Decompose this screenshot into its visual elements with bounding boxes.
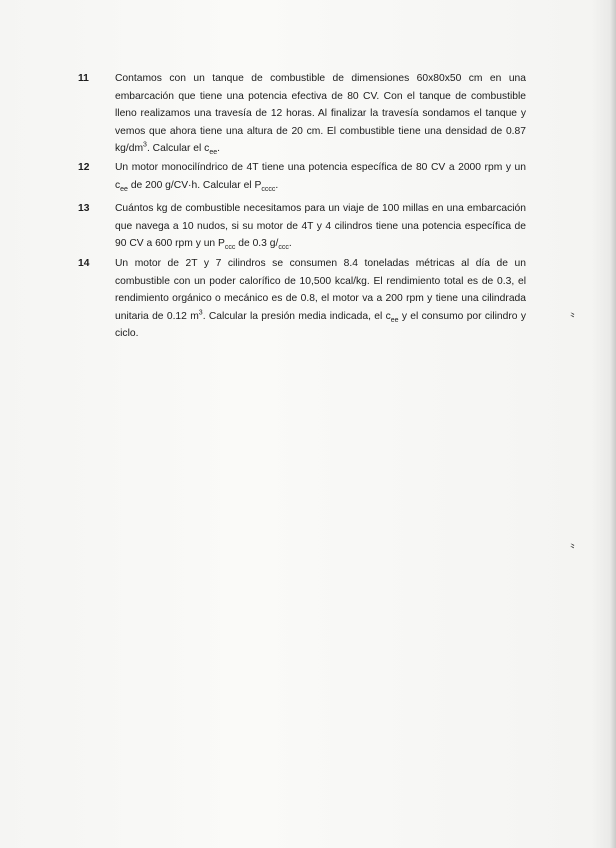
binder-hole-mark-top: 〟 [570, 305, 583, 319]
problem-text: Un motor monocilíndrico de 4T tiene una potencia específica de 80 CV a 2000 rpm y un $c_{ee}$ de 200 g/CV·h. Calcular el $P_{cccc}$. [115, 162, 526, 193]
problem-13 [78, 200, 526, 253]
page-edge-shadow [610, 0, 616, 848]
problem-number: 14 [78, 258, 90, 269]
problem-text: Cuántos kg de combustible necesitamos para un viaje de 100 millas en una embarcación que navega a 10 nudos, si su motor de 4T y 4 cilindros tiene una potencia específica de 90 CV a 600 rpm y un $P_{ccc}$ de 0.3 $g/_{ccc}$. [115, 203, 526, 252]
problem-text: Contamos con un tanque de combustible de dimensiones 60x80x50 cm en una embarcación que tiene una potencia efectiva de 80 CV. Con el tanque de combustible lleno realizamos una travesía de 12 horas. Al finalizar la travesía sondamos el tanque y vemos que ahora tiene una altura de 20 cm. El combustible tiene una densidad de 0.87 $kg/dm^3$. Calcular el $c_{ee}$. [115, 73, 526, 157]
problem-number: 13 [78, 203, 90, 214]
problem-11 [78, 70, 526, 158]
binder-hole-mark-bottom: 〟 [570, 536, 583, 550]
problem-12 [78, 159, 526, 194]
problem-number: 12 [78, 162, 90, 173]
problem-text: Un motor de 2T y 7 cilindros se consumen 8.4 toneladas métricas al día de un combustible con un poder calorífico de 10,500 kcal/kg. El rendimiento total es de 0.3, el rendimiento orgánico o mecánico es de 0.8, el motor va a 200 rpm y tiene una cilindrada unitaria de 0.12 $m^3$. Calcular la presión media indicada, el $c_{ee}$ y el consumo por cilindro y ciclo. [115, 258, 526, 340]
problem-14 [78, 255, 526, 343]
problem-number: 11 [78, 73, 89, 84]
